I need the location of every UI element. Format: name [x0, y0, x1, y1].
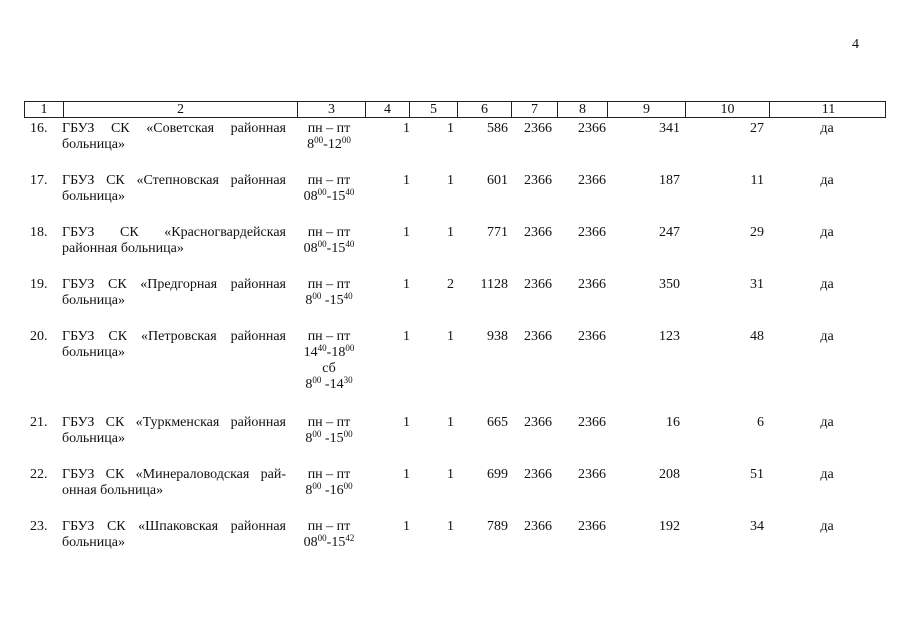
- time-minutes: 00: [312, 481, 322, 491]
- hospital-table: [24, 101, 886, 550]
- cell-col-8: 2366: [578, 173, 606, 188]
- row-number: 21.: [30, 415, 48, 430]
- cell-col-8: 2366: [578, 519, 606, 534]
- time-minutes: 00: [341, 135, 351, 145]
- cell-col-5: 1: [447, 329, 454, 344]
- institution-name: [62, 173, 286, 205]
- cell-col-11: да: [820, 329, 834, 344]
- institution-name-line-2: больница»: [62, 189, 125, 204]
- time-hours: -15: [326, 535, 346, 550]
- cell-col-7: 2366: [524, 329, 552, 344]
- working-hours: [292, 121, 366, 153]
- cell-col-4: 1: [403, 121, 410, 136]
- working-hours: [292, 415, 366, 447]
- institution-name-line-2: больница»: [62, 293, 125, 308]
- header-col-5: 5: [409, 102, 457, 117]
- time-minutes: 00: [312, 429, 322, 439]
- cell-col-8: 2366: [578, 121, 606, 136]
- time-minutes: 00: [312, 291, 322, 301]
- working-hours: [292, 329, 366, 393]
- header-col-8: 8: [557, 102, 607, 117]
- working-hours-line: пн – пт: [307, 277, 351, 292]
- cell-col-8: 2366: [578, 225, 606, 240]
- institution-name: [62, 519, 286, 551]
- cell-col-11: да: [820, 173, 834, 188]
- time-minutes: 00: [343, 429, 353, 439]
- cell-col-9: 192: [659, 519, 680, 534]
- cell-col-7: 2366: [524, 173, 552, 188]
- time-minutes: 00: [314, 135, 324, 145]
- working-hours-line: [292, 189, 366, 205]
- working-hours-line: пн – пт: [307, 329, 351, 344]
- working-hours: [292, 225, 366, 257]
- time-hours: 8: [305, 377, 313, 392]
- institution-name-line-2: больница»: [62, 431, 125, 446]
- working-hours-line: [292, 293, 366, 309]
- working-hours-line: пн – пт: [307, 467, 351, 482]
- time-hours: -16: [321, 483, 344, 498]
- header-col-11: 11: [769, 102, 887, 117]
- cell-col-6: 601: [487, 173, 508, 188]
- working-hours: [292, 467, 366, 499]
- time-minutes: 00: [343, 481, 353, 491]
- row-number: 18.: [30, 225, 48, 240]
- time-hours: -15: [326, 189, 346, 204]
- cell-col-5: 1: [447, 121, 454, 136]
- time-hours: -15: [326, 241, 346, 256]
- cell-col-5: 1: [447, 467, 454, 482]
- row-number: 22.: [30, 467, 48, 482]
- cell-col-8: 2366: [578, 277, 606, 292]
- time-hours: -12: [323, 137, 342, 152]
- cell-col-5: 1: [447, 519, 454, 534]
- cell-col-5: 1: [447, 415, 454, 430]
- row-number: 20.: [30, 329, 48, 344]
- cell-col-9: 16: [666, 415, 680, 430]
- institution-name-line-2: районная больница»: [62, 241, 184, 256]
- time-minutes: 30: [343, 375, 353, 385]
- cell-col-6: 699: [487, 467, 508, 482]
- institution-name-line-2: больница»: [62, 345, 125, 360]
- cell-col-9: 123: [659, 329, 680, 344]
- cell-col-11: да: [820, 225, 834, 240]
- cell-col-7: 2366: [524, 415, 552, 430]
- header-col-4: 4: [365, 102, 409, 117]
- cell-col-5: 1: [447, 173, 454, 188]
- cell-col-6: 938: [487, 329, 508, 344]
- cell-col-10: 11: [750, 173, 764, 188]
- time-hours: 8: [305, 483, 313, 498]
- institution-name-line-1: ГБУЗ СК «Красногвардейская: [62, 225, 286, 240]
- working-hours: [292, 173, 366, 205]
- institution-name-line-1: ГБУЗ СК «Советская районная: [62, 121, 286, 136]
- working-hours-line: [292, 241, 366, 257]
- institution-name-line-1: ГБУЗ СК «Петровская районная: [62, 329, 286, 344]
- header-col-1: 1: [40, 102, 48, 117]
- working-hours: [292, 519, 366, 551]
- cell-col-4: 1: [403, 329, 410, 344]
- cell-col-10: 29: [750, 225, 764, 240]
- cell-col-7: 2366: [524, 121, 552, 136]
- row-number: 16.: [30, 121, 48, 136]
- cell-col-9: 350: [659, 277, 680, 292]
- time-minutes: 00: [317, 187, 327, 197]
- cell-col-7: 2366: [524, 277, 552, 292]
- institution-name-line-1: ГБУЗ СК «Степновская районная: [62, 173, 286, 188]
- working-hours-line: [292, 377, 366, 393]
- institution-name-line-1: ГБУЗ СК «Минераловодская рай-: [62, 467, 286, 482]
- row-number: 17.: [30, 173, 48, 188]
- cell-col-8: 2366: [578, 467, 606, 482]
- time-minutes: 40: [345, 239, 355, 249]
- time-hours: 8: [305, 431, 313, 446]
- cell-col-10: 27: [750, 121, 764, 136]
- cell-col-4: 1: [403, 225, 410, 240]
- time-hours: 08: [303, 535, 318, 550]
- working-hours-line: [292, 431, 366, 447]
- time-hours: 14: [303, 345, 318, 360]
- cell-col-9: 247: [659, 225, 680, 240]
- time-hours: -15: [321, 431, 344, 446]
- cell-col-10: 51: [750, 467, 764, 482]
- cell-col-6: 665: [487, 415, 508, 430]
- time-minutes: 40: [343, 291, 353, 301]
- cell-col-10: 31: [750, 277, 764, 292]
- cell-col-6: 789: [487, 519, 508, 534]
- cell-col-9: 208: [659, 467, 680, 482]
- working-hours-line: [292, 483, 366, 499]
- header-col-7: 7: [511, 102, 557, 117]
- time-hours: 08: [303, 189, 318, 204]
- cell-col-9: 341: [659, 121, 680, 136]
- cell-col-7: 2366: [524, 519, 552, 534]
- header-col-6: 6: [457, 102, 511, 117]
- cell-col-4: 1: [403, 467, 410, 482]
- cell-col-5: 2: [447, 277, 454, 292]
- cell-col-11: да: [820, 415, 834, 430]
- cell-col-6: 1128: [480, 277, 508, 292]
- time-minutes: 40: [317, 343, 327, 353]
- header-col-3: 3: [297, 102, 365, 117]
- page-number: 4: [852, 37, 859, 52]
- time-hours: -18: [326, 345, 346, 360]
- cell-col-6: 771: [487, 225, 508, 240]
- time-minutes: 00: [317, 239, 327, 249]
- cell-col-11: да: [820, 519, 834, 534]
- institution-name-line-2: больница»: [62, 535, 125, 550]
- cell-col-6: 586: [487, 121, 508, 136]
- time-hours: -14: [321, 377, 344, 392]
- header-col-9: 9: [607, 102, 685, 117]
- cell-col-4: 1: [403, 173, 410, 188]
- working-hours-line: пн – пт: [307, 519, 351, 534]
- working-hours-line: пн – пт: [307, 121, 351, 136]
- cell-col-10: 48: [750, 329, 764, 344]
- institution-name-line-1: ГБУЗ СК «Шпаковская районная: [62, 519, 286, 534]
- time-hours: 8: [305, 293, 313, 308]
- cell-col-8: 2366: [578, 415, 606, 430]
- institution-name-line-1: ГБУЗ СК «Предгорная районная: [62, 277, 286, 292]
- working-hours-line: [292, 345, 366, 361]
- header-col-2: 2: [63, 102, 297, 117]
- cell-col-9: 187: [659, 173, 680, 188]
- working-hours-line: пн – пт: [307, 173, 351, 188]
- institution-name-line-2: онная больница»: [62, 483, 164, 498]
- cell-col-4: 1: [403, 415, 410, 430]
- institution-name: [62, 121, 286, 153]
- cell-col-8: 2366: [578, 329, 606, 344]
- time-minutes: 00: [345, 343, 355, 353]
- institution-name-line-1: ГБУЗ СК «Туркменская районная: [62, 415, 286, 430]
- time-hours: 8: [307, 137, 315, 152]
- institution-name-line-2: больница»: [62, 137, 125, 152]
- institution-name: [62, 467, 286, 499]
- column-number-header: [24, 101, 886, 118]
- cell-col-5: 1: [447, 225, 454, 240]
- row-number: 23.: [30, 519, 48, 534]
- cell-col-11: да: [820, 121, 834, 136]
- institution-name: [62, 329, 286, 361]
- institution-name: [62, 225, 286, 257]
- working-hours-line: [292, 535, 366, 551]
- cell-col-10: 34: [750, 519, 764, 534]
- working-hours-line: пн – пт: [307, 225, 351, 240]
- working-hours-line: пн – пт: [307, 415, 351, 430]
- time-minutes: 00: [317, 533, 327, 543]
- cell-col-7: 2366: [524, 467, 552, 482]
- cell-col-11: да: [820, 277, 834, 292]
- working-hours-line: [292, 137, 366, 153]
- working-hours: [292, 277, 366, 309]
- row-number: 19.: [30, 277, 48, 292]
- working-hours-line: сб: [322, 361, 336, 376]
- cell-col-7: 2366: [524, 225, 552, 240]
- cell-col-10: 6: [757, 415, 764, 430]
- time-minutes: 40: [345, 187, 355, 197]
- cell-col-11: да: [820, 467, 834, 482]
- time-minutes: 42: [345, 533, 355, 543]
- cell-col-4: 1: [403, 519, 410, 534]
- institution-name: [62, 415, 286, 447]
- time-hours: -15: [321, 293, 344, 308]
- institution-name: [62, 277, 286, 309]
- header-col-10: 10: [685, 102, 769, 117]
- time-minutes: 00: [312, 375, 322, 385]
- time-hours: 08: [303, 241, 318, 256]
- cell-col-4: 1: [403, 277, 410, 292]
